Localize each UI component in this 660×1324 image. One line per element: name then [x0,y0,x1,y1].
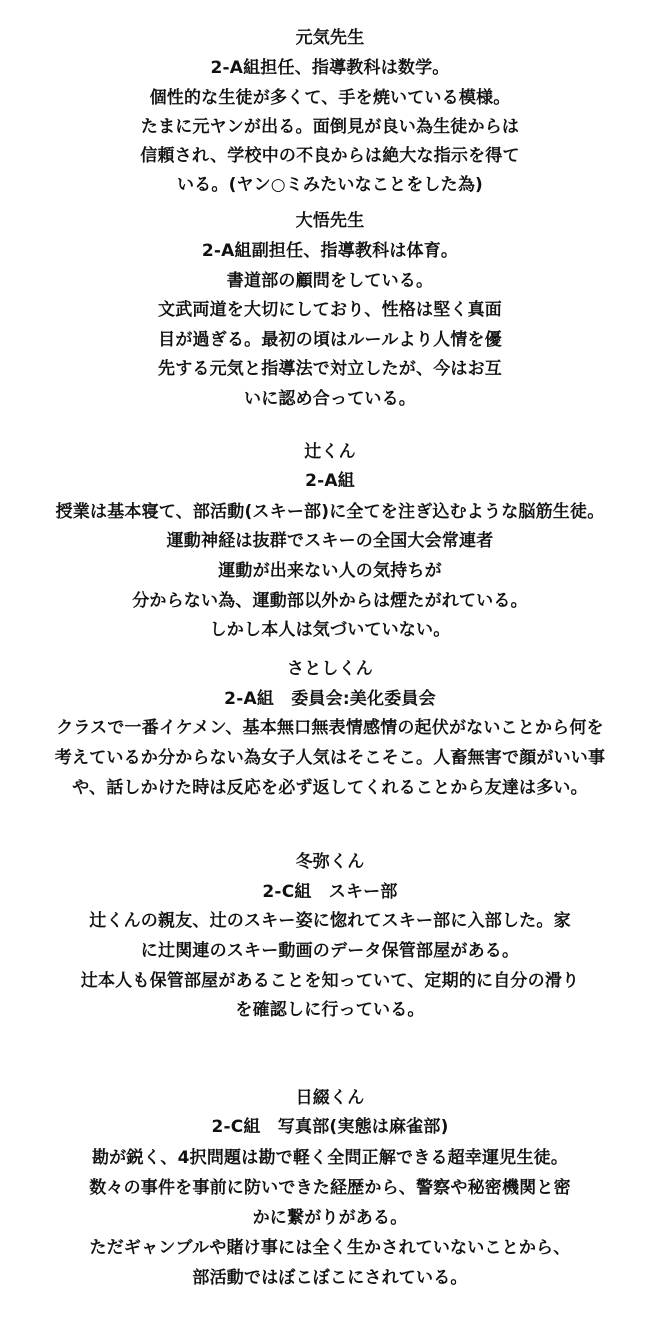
profile-line: 辻本人も保管部屋があることを知っていて、定期的に自分の滑り [80,971,580,991]
profile-line: 部活動ではぼこぼこにされている。 [192,1268,468,1288]
profile-line: かに繋がりがある。 [252,1208,408,1228]
profile-line: 2-A組副担任、指導教科は体育。 [201,241,459,261]
profile-line: しかし本人は気づいていない。 [209,620,451,640]
profile-line: 個性的な生徒が多くて、手を焼いている模様。 [149,88,511,108]
profile-line: 数々の事件を事前に防いできた経歴から、警察や秘密機関と密 [89,1178,571,1198]
profile-line: 授業は基本寝て、部活動(スキー部)に全てを注ぎ込むような脳筋生徒。 [55,502,605,522]
profile-line: 目が過ぎる。最初の頃はルールより人情を優 [158,330,502,350]
profile-line: 2-A組 委員会:美化委員会 [224,689,436,709]
profile-line: ただギャンブルや賭け事には全く生かされていないことから、 [89,1238,571,1258]
profile-line: いに認め合っている。 [244,389,416,409]
profile-name: さとしくん [287,659,373,679]
profile-line: 文武両道を大切にしており、性格は堅く真面 [158,300,502,320]
profile-line: に辻関連のスキー動画のデータ保管部屋がある。 [140,941,520,961]
profile-line: たまに元ヤンが出る。面倒見が良い為生徒からは [140,117,520,137]
profile-line: や、話しかけた時は反応を必ず返してくれることから友達は多い。 [72,778,588,798]
profile-name: 大悟先生 [295,211,365,231]
profile-name: 冬弥くん [295,852,365,872]
profile-line: 2-C組 スキー部 [262,882,398,902]
profile-name: 辻くん [304,442,356,462]
profile-line: 辻くんの親友、辻のスキー姿に惚れてスキー部に入部した。家 [89,911,571,931]
profile-line: 考えているか分からない為女子人気はそこそこ。人畜無害で顔がいい事 [54,748,606,768]
profile-line: いる。(ヤン○ミみたいなことをした為) [176,175,483,195]
profile-line: 2-A組担任、指導教科は数学。 [210,58,450,78]
profile-line: 先する元気と指導法で対立したが、今はお互 [158,359,502,379]
profile-line: を確認しに行っている。 [235,1000,425,1020]
profile-line: クラスで一番イケメン、基本無口無表情感情の起伏がないことから何を [56,718,604,738]
profile-line: 2-A組 [305,471,355,491]
profile-line: 運動神経は抜群でスキーの全国大会常連者 [166,531,494,551]
profile-line: 運動が出来ない人の気持ちが [218,561,442,581]
profile-line: 書道部の顧問をしている。 [226,271,434,291]
profile-line: 勘が鋭く、4択問題は勘で軽く全問正解できる超幸運児生徒。 [91,1148,569,1168]
profile-name: 日綴くん [295,1088,365,1108]
profile-line: 分からない為、運動部以外からは煙たがれている。 [132,591,528,611]
profile-line: 信頼され、学校中の不良からは絶大な指示を得て [140,146,520,166]
profile-line: 2-C組 写真部(実態は麻雀部) [211,1117,449,1137]
profile-name: 元気先生 [295,28,365,48]
